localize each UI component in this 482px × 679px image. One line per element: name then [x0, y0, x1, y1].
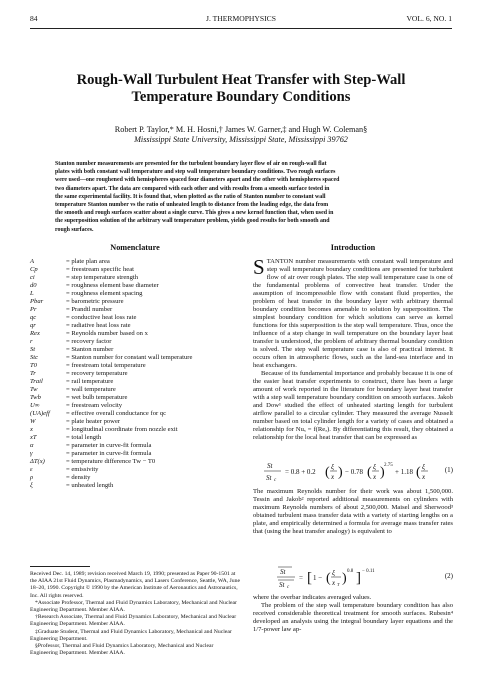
nomenclature-symbol: T0 [30, 362, 37, 370]
nomenclature-symbol: Tw [30, 386, 38, 394]
nomenclature-entry [30, 482, 240, 490]
nomenclature-symbol: St [30, 346, 36, 354]
svg-text:c: c [274, 478, 277, 483]
abstract-line: Stanton number measurements are presented for the turbulent boundary layer flow of air on rough-wall flat [55, 161, 327, 167]
paper-title [40, 72, 442, 106]
nomenclature-definition: = conductive heat loss rate [66, 314, 137, 322]
nomenclature-entry [30, 306, 240, 314]
abstract-line: temperature Stanton number vs the ratio of unheated length to distance from the leading edge, the data from [55, 202, 329, 209]
svg-text:− 0.11: − 0.11 [362, 569, 375, 574]
running-header [30, 14, 452, 24]
svg-text:(: ( [416, 465, 421, 480]
footnote: Received Dec. 14, 1989; revision received March 19, 1990; presented as Paper 90-1501 at the AIAA 21st Fluid Dynamics, Plasmadynamics, and Lasers Conference, Seattle, WA, June 18–20, 1990. Copyright © 1990 by the American Institute of Aeronautics and Astronautics, Inc. All rights reserved. [30, 571, 240, 599]
nomenclature-entry [30, 370, 240, 378]
nomenclature-definition: = recovery temperature [66, 370, 128, 378]
equation-number: (1) [444, 466, 453, 474]
intro-paragraph: Because of its fundamental importance and probably because it is one of the easier heat transfer experiments to construct, there has been a large amount of work reported in the literature for boundary layer heat transfer with a step wall temperature boundary condition on smooth surfaces. Jakob and Dow¹ studied the effect of unheated starting length for turbulent airflow parallel to a circular cylinder. They measured the average Nusselt number based on total cylinder length for a variety of cases and obtained a relationship for Nuₓ = f(Reₓ). By differentiating this result, they obtained a relationship for the local heat transfer that can be expressed as [253, 370, 453, 442]
svg-text:− 0.78: − 0.78 [345, 468, 363, 476]
svg-text:ξ: ξ [332, 569, 335, 577]
svg-text:St: St [267, 462, 273, 470]
nomenclature-list [30, 258, 240, 490]
intro-paragraph: STANTON number measurements with constant wall temperature and step wall temperature boundary conditions are presented for turbulent flow of air over rough plates. The step wall temperature case is one of the fundamental problems of convective heat transfer. Under the assumption of incompressible flow with constant fluid properties, the problem of heat transfer in the boundary layer with arbitrary thermal boundary condition becomes amenable to solution by superposition. The simplest boundary condition for which solutions can serve as kernel functions for this superposition is the step wall temperature. Thus, once the influence of a step change in wall temperature on the boundary layer heat transfer is understood, the problem of arbitrary thermal boundary condition is solved. The step wall temperature case is also of practical interest. It occurs often in atmospheric flows, such as the land-sea interface and in heat exchangers. [253, 255, 453, 370]
drop-cap: S [253, 255, 265, 279]
nomenclature-entry [30, 314, 240, 322]
footnotes [30, 571, 240, 657]
nomenclature-entry [30, 418, 240, 426]
nomenclature-definition: = freestream specific heat [66, 266, 134, 274]
svg-text:= 0.8 + 0.2: = 0.8 + 0.2 [285, 468, 316, 476]
nomenclature-symbol: α [30, 442, 34, 450]
svg-text:ξ: ξ [422, 463, 425, 471]
nomenclature-entry [30, 442, 240, 450]
header-rule [30, 28, 452, 29]
nomenclature-symbol: L [30, 290, 34, 298]
nomenclature-definition: = wet bulb temperature [66, 394, 128, 402]
nomenclature-entry [30, 378, 240, 386]
svg-text:St: St [266, 474, 272, 482]
nomenclature-definition: = recovery factor [66, 338, 112, 346]
nomenclature-entry [30, 458, 240, 466]
nomenclature-entry [30, 362, 240, 370]
svg-text:(: ( [326, 571, 331, 586]
nomenclature-symbol: Tr [30, 370, 36, 378]
footnote: §Professor, Thermal and Fluid Dynamics Laboratory, Mechanical and Nuclear Engineering Department. Member AIAA. [30, 643, 214, 657]
svg-text:x: x [422, 473, 426, 481]
nomenclature-entry [30, 394, 240, 402]
nomenclature-symbol: ci [30, 274, 35, 282]
nomenclature-definition: = barometric pressure [66, 298, 124, 306]
intro-paragraph: The maximum Reynolds number for their work was about 1,500,000. Tessin and Jakob² reported additional measurements on cylinders with maximum Reynolds numbers of about 2,500,000. Maisel and Sherwood³ obtained turbulent mass transfer data with a variety of starting lengths on a plate, and empirically determined a formula for average mass transfer rates that (using the heat transfer analogy) is equivalent to [253, 488, 453, 536]
abstract-line: rough surfaces. [55, 226, 94, 233]
nomenclature-entry [30, 474, 240, 482]
nomenclature-symbol: W [30, 418, 36, 426]
abstract [55, 160, 431, 234]
nomenclature-definition: = total length [66, 434, 102, 442]
svg-text:]: ] [356, 570, 361, 586]
introduction-body-continued [253, 488, 453, 536]
svg-text:): ) [338, 465, 343, 480]
nomenclature-entry [30, 266, 240, 274]
nomenclature-definition: = plate plan area [66, 258, 110, 265]
nomenclature-definition: = density [66, 474, 91, 482]
svg-text:x: x [331, 473, 335, 481]
svg-text:[: [ [307, 570, 312, 586]
nomenclature-definition: = wall temperature [66, 386, 116, 394]
svg-text:ξ: ξ [373, 463, 376, 471]
nomenclature-definition: = effective overall conductance for qc [66, 410, 167, 418]
svg-text:): ) [380, 465, 385, 480]
title-line: Rough-Wall Turbulent Heat Transfer with Step-Wall [76, 72, 406, 88]
nomenclature-heading: Nomenclature [110, 243, 160, 252]
nomenclature-entry [30, 338, 240, 346]
nomenclature-symbol: qc [30, 314, 37, 322]
nomenclature-symbol: xT [30, 434, 37, 442]
nomenclature-entry [30, 450, 240, 458]
affiliation: Mississippi State University, Mississippi State, Mississippi 39762 [134, 135, 348, 144]
introduction-body [253, 255, 453, 442]
nomenclature-definition: = unheated length [66, 482, 114, 490]
nomenclature-symbol: ρ [30, 474, 34, 482]
svg-text:): ) [342, 571, 347, 586]
title-line: Temperature Boundary Conditions [131, 89, 351, 105]
page-number: 84 [30, 14, 38, 23]
nomenclature-symbol: ξ [30, 482, 33, 490]
nomenclature-symbol: x [30, 426, 33, 434]
nomenclature-definition: = parameter in curve-fit formula [66, 450, 152, 458]
svg-text:St: St [279, 581, 285, 589]
abstract-line: the same experimental facility. It is found that, when plotted as the ratio of Stanton number to constant wall [55, 193, 326, 200]
nomenclature-entry [30, 282, 240, 290]
nomenclature-entry [30, 434, 240, 442]
nomenclature-entry [30, 466, 240, 474]
nomenclature-definition: = radiative heat loss rate [66, 322, 131, 330]
nomenclature-symbol: Cp [30, 266, 38, 274]
nomenclature-symbol: r [30, 338, 33, 346]
svg-text:ξ: ξ [331, 463, 334, 471]
nomenclature-definition: = emissivity [66, 466, 99, 474]
footnote-rule [30, 566, 90, 567]
nomenclature-definition: = parameter in curve-fit formula [66, 442, 152, 450]
equation-2-formula [275, 564, 395, 590]
nomenclature-entry [30, 386, 240, 394]
svg-text:x: x [373, 473, 377, 481]
nomenclature-symbol: (UA)eff [30, 410, 50, 418]
abstract-line: the superposition solution of the arbitrary wall temperature problem, yields good results for both smooth and [55, 218, 330, 225]
svg-text:1 −: 1 − [313, 574, 323, 582]
nomenclature-symbol: Rex [30, 330, 40, 338]
abstract-line: two diameters apart. The data are compared with each other and with results from a smooth surface tested in [55, 185, 330, 192]
footnote: ‡Graduate Student, Thermal and Fluid Dynamics Laboratory, Mechanical and Nuclear Engineering Department. [30, 628, 232, 642]
introduction-body-continued-2 [253, 594, 453, 634]
nomenclature-entry [30, 322, 240, 330]
svg-text:+ 1.18: + 1.18 [395, 468, 413, 476]
equation-number: (2) [444, 572, 453, 580]
svg-text:(: ( [367, 465, 372, 480]
journal-name: J. THERMOPHYSICS [206, 14, 276, 23]
nomenclature-symbol: Trail [30, 378, 43, 386]
nomenclature-definition: = roughness element base diameter [66, 282, 159, 290]
nomenclature-definition: = Stanton number [66, 346, 114, 354]
svg-text:0.8: 0.8 [347, 569, 354, 574]
nomenclature-symbol: A [30, 258, 35, 265]
svg-text:x: x [332, 579, 336, 587]
svg-text:c: c [287, 585, 290, 590]
nomenclature-entry [30, 354, 240, 362]
abstract-line: were used—one roughened with hemispheres spaced four diameters apart and the other with hemispheres spaced [55, 177, 340, 184]
equation-2 [253, 564, 453, 590]
nomenclature-definition: = Prandtl number [66, 306, 113, 314]
svg-text:T: T [337, 582, 340, 587]
nomenclature-definition: = rail temperature [66, 378, 114, 386]
nomenclature-entry [30, 426, 240, 434]
nomenclature-entry [30, 258, 240, 266]
intro-paragraph: The problem of the step wall temperature boundary condition has also received considerable theoretical treatment for smooth surfaces. Rubesin⁴ developed an analysis using the integral boundary layer equations and the 1/7-power law ap- [253, 602, 453, 634]
nomenclature-symbol: U∞ [30, 402, 40, 410]
abstract-line: plates with both constant wall temperature and step wall temperature boundary conditions. Two rough surfaces [55, 169, 336, 176]
nomenclature-entry [30, 330, 240, 338]
nomenclature-symbol: Stc [30, 354, 39, 362]
nomenclature-entry [30, 346, 240, 354]
nomenclature-definition: = Stanton number for constant wall temperature [66, 354, 193, 362]
equation-1 [253, 458, 453, 484]
nomenclature-entry [30, 402, 240, 410]
nomenclature-symbol: γ [30, 450, 33, 458]
nomenclature-symbol: ε [30, 466, 33, 474]
nomenclature-entry [30, 410, 240, 418]
nomenclature-symbol: Pr [30, 306, 37, 314]
nomenclature-definition: = freestream velocity [66, 402, 123, 410]
footnote: †Research Associate, Thermal and Fluid Dynamics Laboratory, Mechanical and Nuclear Engineering Department. Member AIAA. [30, 614, 237, 628]
svg-text:=: = [299, 574, 303, 582]
nomenclature-symbol: d0 [30, 282, 37, 290]
svg-text:2.75: 2.75 [384, 463, 393, 468]
nomenclature-symbol: ΔT(x) [30, 458, 45, 466]
nomenclature-symbol: qr [30, 322, 36, 330]
svg-text:St: St [280, 568, 286, 576]
author-block [30, 125, 452, 145]
nomenclature-entry [30, 290, 240, 298]
volume-info: VOL. 6, NO. 1 [406, 14, 452, 23]
nomenclature-definition: = temperature difference Tw − T0 [66, 458, 156, 466]
nomenclature-definition: = plate heater power [66, 418, 121, 426]
nomenclature-definition: = roughness element spacing [66, 290, 143, 298]
nomenclature-symbol: Twb [30, 394, 41, 402]
nomenclature-definition: = freestream total temperature [66, 362, 146, 370]
intro-paragraph: where the overbar indicates averaged values. [253, 594, 372, 601]
introduction-heading: Introduction [330, 243, 376, 252]
abstract-line: the smooth and rough surfaces scatter about a single curve. This gives a new kernel function that, when used in [55, 210, 334, 217]
nomenclature-definition: = Reynolds number based on x [66, 330, 148, 338]
footnote: *Associate Professor, Thermal and Fluid Dynamics Laboratory, Mechanical and Nuclear Engineering Department. Member AIAA. [30, 599, 237, 614]
nomenclature-entry [30, 274, 240, 282]
nomenclature-definition: = step temperature strength [66, 274, 139, 282]
equation-1-formula [261, 458, 431, 484]
nomenclature-entry [30, 298, 240, 306]
nomenclature-definition: = longitudinal coordinate from nozzle exit [66, 426, 178, 434]
author-names: Robert P. Taylor,* M. H. Hosni,† James W. Garner,‡ and Hugh W. Coleman§ [114, 125, 368, 134]
nomenclature-symbol: Pbar [30, 298, 44, 306]
svg-text:(: ( [325, 465, 330, 480]
